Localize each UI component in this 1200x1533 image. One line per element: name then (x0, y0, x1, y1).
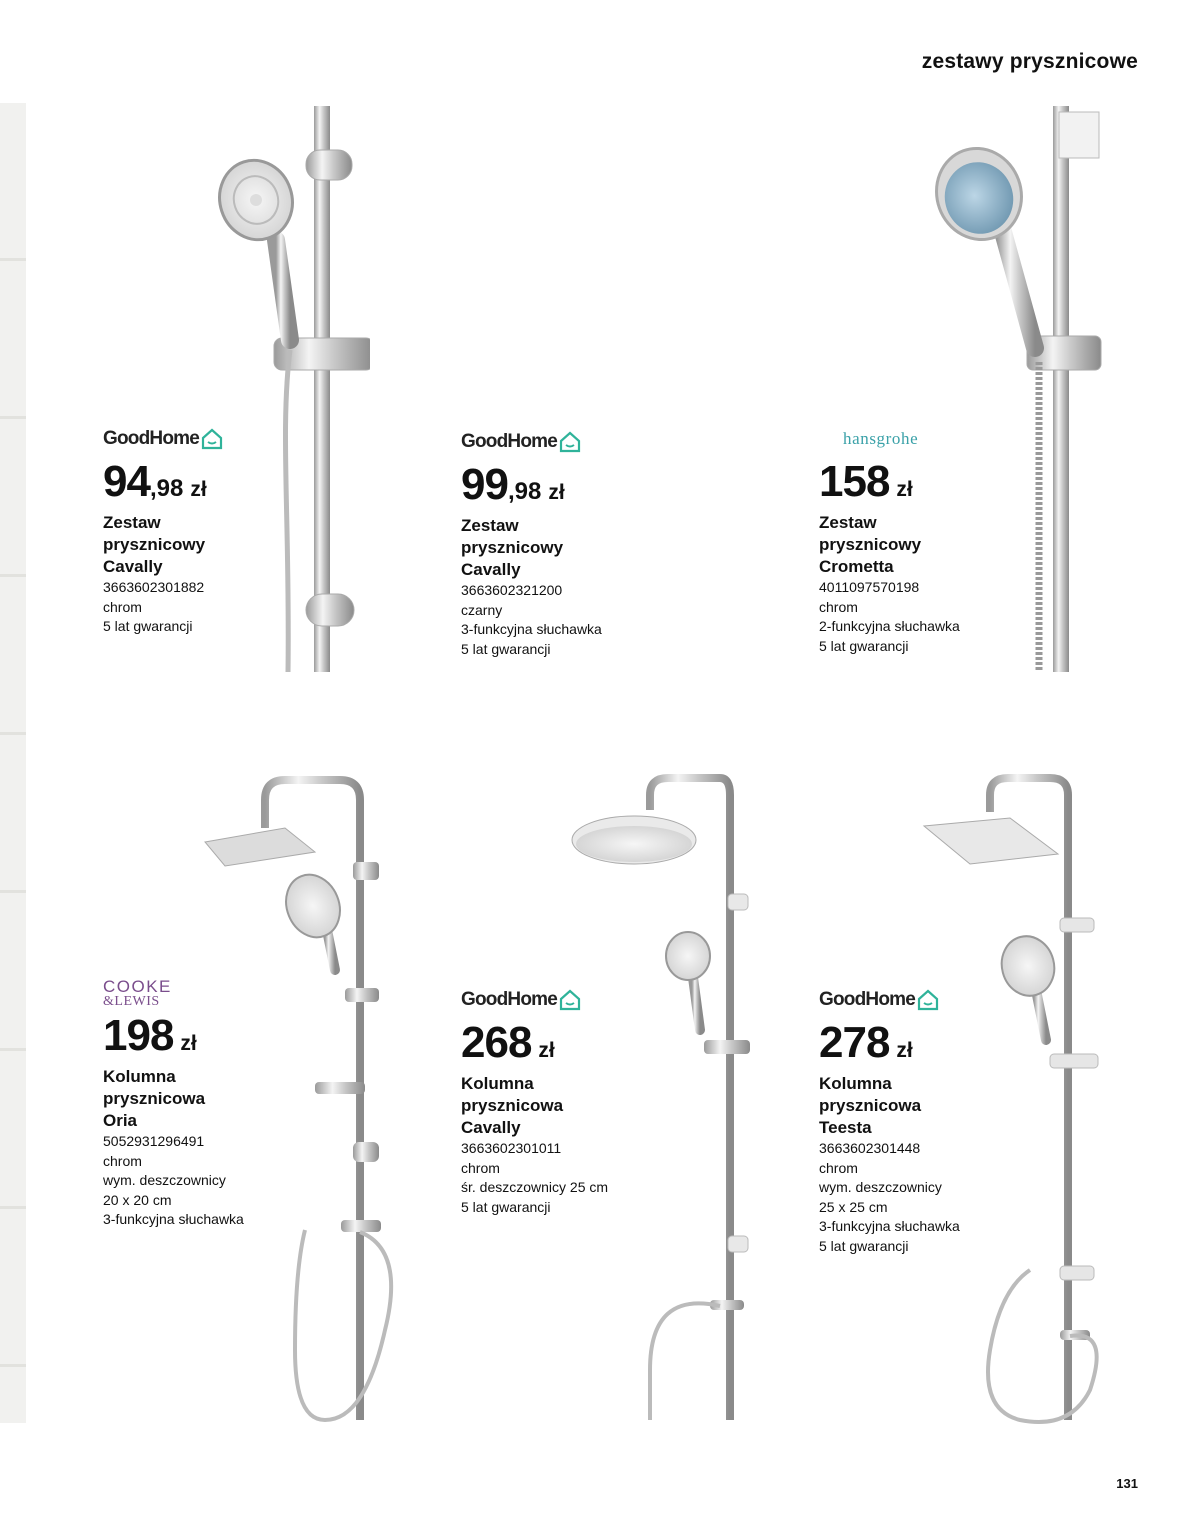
brand-logo-goodhome (819, 985, 1049, 1015)
product-details (819, 1139, 1049, 1256)
product-detail: 3-funkcyjna słuchawka (819, 1218, 960, 1234)
product-details (103, 578, 333, 637)
product-detail: 3-funkcyjna słuchawka (103, 1211, 244, 1227)
price-currency: zł (180, 1032, 197, 1055)
product-name-line: prysznicowa (819, 1096, 922, 1115)
product-name-line: Kolumna (103, 1067, 176, 1086)
product-name-line: Kolumna (461, 1074, 534, 1093)
product-detail: 2-funkcyjna słuchawka (819, 618, 960, 634)
product-name-line: Cavally (461, 1118, 521, 1137)
product-details (461, 1139, 691, 1217)
product-name (103, 512, 333, 578)
price-main: 158 (819, 457, 890, 506)
product-name-line: prysznicowa (103, 1089, 206, 1108)
price (461, 1018, 691, 1067)
product-name (103, 1066, 333, 1132)
product-detail: chrom (103, 1152, 142, 1169)
price-currency: zł (548, 481, 565, 504)
price-decimal: ,98 (149, 475, 184, 502)
product-card[interactable] (461, 427, 691, 659)
product-detail: wym. deszczownicy (103, 1172, 226, 1188)
product-detail: śr. deszczownicy 25 cm (461, 1179, 609, 1195)
brand-logo-cooke-lewis (103, 978, 333, 1008)
house-icon (559, 989, 581, 1011)
product-detail: 25 x 25 cm (819, 1198, 888, 1215)
product-name-line: prysznicowy (103, 535, 206, 554)
product-name-line: Teesta (819, 1118, 872, 1137)
price (103, 457, 333, 506)
brand-logo-goodhome (103, 424, 333, 454)
product-ean: 3663602301448 (819, 1140, 921, 1156)
brand-logo-goodhome (461, 985, 691, 1015)
product-card[interactable] (461, 985, 691, 1217)
product-name (819, 512, 1049, 578)
brand-goodhome: GoodHome (819, 989, 915, 1010)
product-card[interactable] (103, 978, 333, 1230)
price-decimal: ,98 (507, 478, 542, 505)
house-icon (917, 989, 939, 1011)
brand-logo-hansgrohe (819, 424, 1049, 454)
product-detail: 5 lat gwarancji (103, 618, 193, 634)
product-name-line: Kolumna (819, 1074, 892, 1093)
product-detail: chrom (819, 1159, 858, 1176)
product-card[interactable] (819, 985, 1049, 1256)
product-name (461, 1073, 691, 1139)
brand-logo-goodhome (461, 427, 691, 457)
product-details (103, 1132, 333, 1230)
product-name-line: Zestaw (103, 513, 161, 532)
product-name-line: prysznicowy (461, 538, 564, 557)
price-main: 99 (461, 460, 508, 509)
product-detail: wym. deszczownicy (819, 1179, 942, 1195)
brand-goodhome: GoodHome (461, 431, 557, 452)
product-name-line: Cavally (103, 557, 163, 576)
product-name (461, 515, 691, 581)
product-detail: czarny (461, 601, 503, 618)
product-detail: chrom (819, 598, 858, 615)
brand-goodhome: GoodHome (103, 428, 199, 449)
house-icon (201, 428, 223, 450)
house-icon (559, 431, 581, 453)
product-details (461, 581, 691, 659)
product-name-line: Oria (103, 1111, 138, 1130)
product-ean: 5052931296491 (103, 1133, 205, 1149)
brand-goodhome: GoodHome (461, 989, 557, 1010)
price-currency: zł (896, 478, 913, 501)
product-card[interactable] (103, 424, 333, 637)
product-detail: 3-funkcyjna słuchawka (461, 621, 602, 637)
product-ean: 3663602301882 (103, 579, 205, 595)
product-detail: 5 lat gwarancji (819, 1237, 909, 1254)
price (819, 1018, 1049, 1067)
product-name-line: prysznicowa (461, 1096, 564, 1115)
product-ean: 3663602301011 (461, 1140, 562, 1156)
price (819, 457, 1049, 506)
product-detail: 5 lat gwarancji (461, 640, 551, 657)
price-currency: zł (538, 1039, 555, 1062)
price-main: 198 (103, 1011, 174, 1060)
page-number: 131 (1116, 1476, 1138, 1491)
price-main: 278 (819, 1018, 890, 1067)
product-name-line: prysznicowy (819, 535, 922, 554)
brand-cooke: COOKE (103, 976, 172, 996)
price-currency: zł (190, 478, 207, 501)
product-name-line: Zestaw (819, 513, 877, 532)
product-detail: 5 lat gwarancji (461, 1198, 551, 1215)
price (103, 1011, 333, 1060)
product-detail: 5 lat gwarancji (819, 637, 909, 654)
product-ean: 4011097570198 (819, 579, 920, 595)
product-name (819, 1073, 1049, 1139)
product-name-line: Zestaw (461, 516, 519, 535)
product-ean: 3663602321200 (461, 582, 563, 598)
price (461, 460, 691, 509)
product-name-line: Crometta (819, 557, 894, 576)
price-main: 94 (103, 457, 150, 506)
product-detail: 20 x 20 cm (103, 1191, 172, 1208)
page-title: zestawy prysznicowe (921, 50, 1138, 73)
product-card[interactable] (819, 424, 1049, 656)
price-main: 268 (461, 1018, 532, 1067)
product-details (819, 578, 1049, 656)
tile-wall-strip (0, 103, 26, 1423)
product-name-line: Cavally (461, 560, 521, 579)
brand-hansgrohe: hansgrohe (843, 429, 919, 448)
product-detail: chrom (103, 598, 142, 615)
product-detail: chrom (461, 1159, 500, 1176)
brand-lewis: &LEWIS (103, 993, 160, 1009)
price-currency: zł (896, 1039, 913, 1062)
